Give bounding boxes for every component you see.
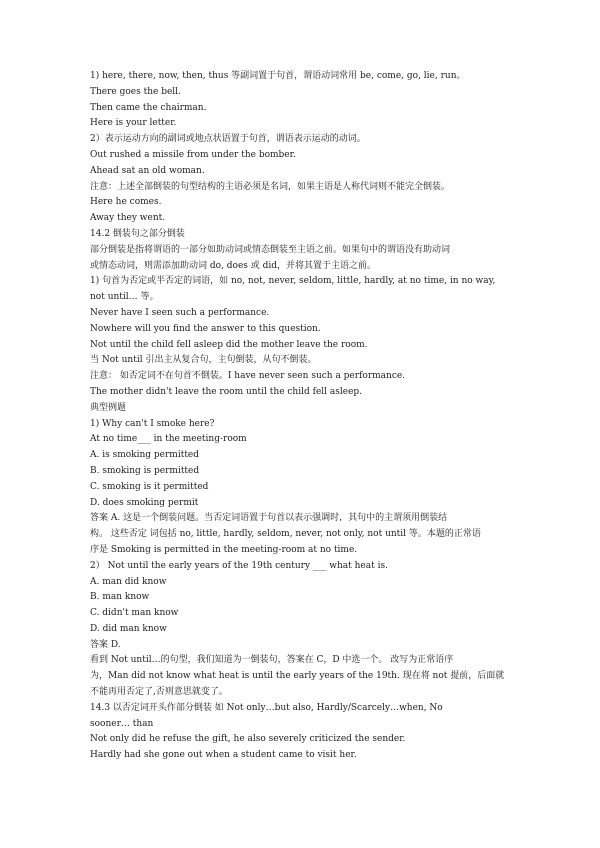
answer-line: 答案 A. 这是一个倒装问题。当否定词语置于句首以表示强调时，其句中的主谓须用倒装结: [90, 513, 448, 524]
option-line: C. smoking is it permitted: [90, 481, 209, 492]
text-line: Away they went.: [90, 213, 166, 224]
text-line: 1) 句首为否定或半否定的词语，如 no, not, never, seldom, little, hardly, at no time, in no way,: [90, 276, 496, 287]
text-line: 注意： 如否定词不在句首不倒装。I have never seen such a performance.: [90, 371, 406, 382]
text-line: Never have I seen such a performance.: [90, 307, 270, 318]
text-line: 不能再用否定了,否则意思就变了。: [90, 687, 228, 698]
text-line: 为，Man did not know what heat is until the early years of the 19th. 现在将 not 提前，后面就: [90, 671, 505, 682]
answer-line: 答案 D.: [90, 639, 121, 650]
text-line: Out rushed a missile from under the bomber.: [90, 149, 296, 160]
answer-line: 构。 这些否定 词包括 no, little, hardly, seldom, never, not only, not until 等。本题的正常语: [90, 529, 481, 540]
option-line: A. man did know: [90, 576, 167, 587]
text-line: Nowhere will you find the answer to this question.: [90, 323, 321, 334]
section-heading: 14.3 以否定词开头作部分倒装 如 Not only…but also, Hardly/Scarcely…when, No: [90, 702, 443, 713]
text-line: Hardly had she gone out when a student came to visit her.: [90, 750, 357, 761]
option-line: A. is smoking permitted: [90, 450, 200, 461]
text-line: 2）表示运动方向的副词或地点状语置于句首，谓语表示运动的动词。: [90, 134, 366, 145]
text-line: There goes the bell.: [90, 86, 181, 97]
option-line: D. does smoking permit: [90, 497, 199, 508]
text-line: sooner… than: [90, 718, 154, 729]
answer-line: 序是 Smoking is permitted in the meeting-room at no time.: [90, 544, 358, 555]
option-line: D. did man know: [90, 623, 167, 634]
text-line: not until… 等。: [90, 292, 159, 303]
text-line: 1) here, there, now, then, thus 等副词置于句首，谓语动词常用 be, come, go, lie, run。: [90, 71, 466, 81]
text-line: 当 Not until 引出主从复合句，主句倒装，从句不倒装。: [90, 355, 317, 366]
text-line: Here is your letter.: [90, 118, 177, 129]
text-line: Then came the chairman.: [90, 102, 207, 113]
option-line: B. man know: [90, 592, 150, 603]
text-line: 或情态动词，则需添加助动词 do, does 或 did，并将其置于主语之前。: [90, 260, 377, 271]
section-heading: 典型例题: [90, 402, 127, 413]
text-line: Ahead sat an old woman.: [90, 165, 205, 176]
option-line: B. smoking is permitted: [90, 465, 200, 476]
text-line: 看到 Not until…的句型，我们知道为一倒装句，答案在 C，D 中选一个。 改写为正常语序: [90, 655, 454, 666]
document-body: [90, 69, 510, 764]
question-line: At no time___ in the meeting-room: [90, 434, 247, 445]
text-line: 部分倒装是指将谓语的一部分如助动词或情态倒装至主语之前。如果句中的谓语没有助动词: [90, 244, 451, 255]
text-line: 注意：上述全部倒装的句型结构的主语必须是名词，如果主语是人称代词则不能完全倒装。: [90, 181, 451, 192]
text-line: Here he comes.: [90, 197, 162, 208]
question-line: 1) Why can't I smoke here?: [90, 418, 215, 429]
text-line: The mother didn't leave the room until the child fell asleep.: [90, 386, 363, 397]
question-line: 2） Not until the early years of the 19th century ___ what heat is.: [90, 560, 388, 571]
option-line: C. didn't man know: [90, 608, 179, 619]
text-line: Not only did he refuse the gift, he also severely criticized the sender.: [90, 734, 406, 745]
text-line: Not until the child fell asleep did the mother leave the room.: [90, 339, 368, 350]
section-heading: 14.2 倒装句之部分倒装: [90, 228, 185, 239]
